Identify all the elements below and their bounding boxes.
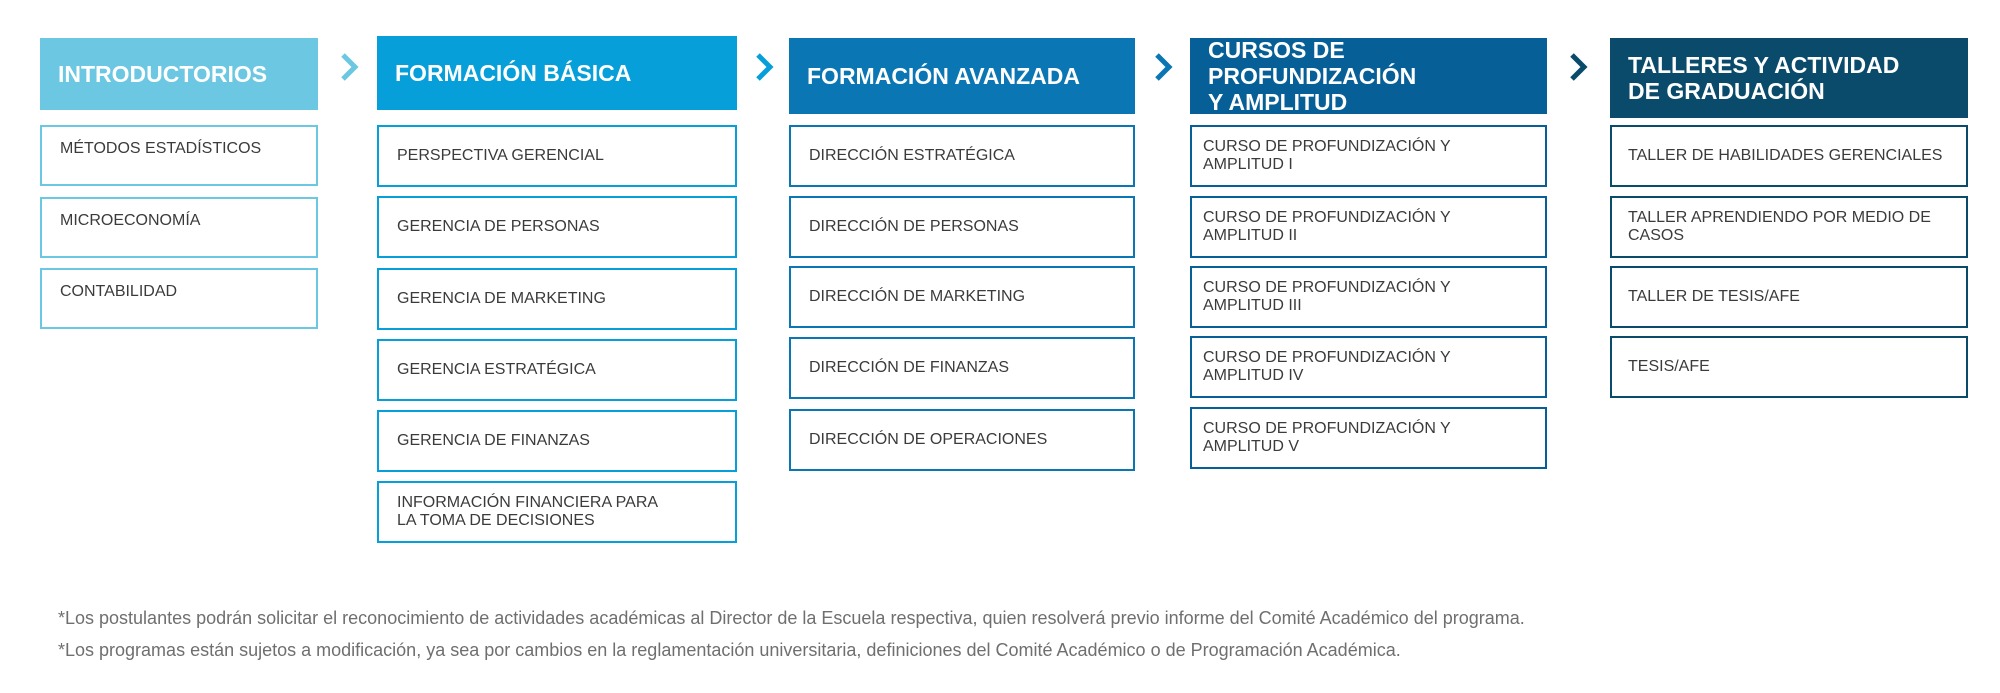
course-box bbox=[377, 125, 737, 187]
course-label: DIRECCIÓN DE MARKETING bbox=[809, 288, 1026, 305]
arrow-right-icon bbox=[1566, 52, 1592, 82]
course-label: CURSO DE PROFUNDIZACIÓN Y AMPLITUD V bbox=[1203, 420, 1451, 455]
column-title: FORMACIÓN AVANZADA bbox=[807, 63, 1080, 89]
course-label: GERENCIA ESTRATÉGICA bbox=[397, 361, 596, 378]
course-label: TALLER DE TESIS/AFE bbox=[1628, 288, 1800, 305]
arrow-right-icon bbox=[752, 52, 778, 82]
course-label: CURSO DE PROFUNDIZACIÓN Y AMPLITUD I bbox=[1203, 138, 1451, 173]
arrow-right-icon bbox=[337, 52, 363, 82]
course-box bbox=[1190, 336, 1547, 398]
course-label: GERENCIA DE FINANZAS bbox=[397, 432, 590, 449]
course-box bbox=[1610, 336, 1968, 398]
course-label: DIRECCIÓN DE FINANZAS bbox=[809, 359, 1010, 376]
course-label: DIRECCIÓN DE OPERACIONES bbox=[809, 431, 1048, 448]
course-label: TALLER DE HABILIDADES GERENCIALES bbox=[1628, 147, 1943, 164]
column-header-talleres bbox=[1610, 38, 1968, 118]
course-box bbox=[377, 196, 737, 258]
course-box bbox=[1190, 407, 1547, 469]
column-header-formacion-avanzada bbox=[789, 38, 1135, 114]
course-box bbox=[1190, 196, 1547, 258]
course-label: DIRECCIÓN ESTRATÉGICA bbox=[809, 147, 1015, 164]
course-label: PERSPECTIVA GERENCIAL bbox=[397, 147, 604, 164]
column-title: FORMACIÓN BÁSICA bbox=[395, 60, 632, 86]
course-box bbox=[377, 268, 737, 330]
course-box bbox=[40, 197, 318, 258]
course-box bbox=[1610, 196, 1968, 258]
column-title: CURSOS DE PROFUNDIZACIÓN Y AMPLITUD bbox=[1208, 37, 1417, 115]
course-box bbox=[789, 337, 1135, 399]
footnote: *Los programas están sujetos a modificación, ya sea por cambios en la reglamentación universitaria, definiciones del Comité Académico o de Programación Académica. bbox=[58, 640, 1401, 660]
course-box bbox=[789, 125, 1135, 187]
course-box bbox=[377, 481, 737, 543]
course-box bbox=[1190, 125, 1547, 187]
course-label: CURSO DE PROFUNDIZACIÓN Y AMPLITUD IV bbox=[1203, 349, 1451, 384]
course-label: MICROECONOMÍA bbox=[60, 212, 201, 229]
course-box bbox=[789, 266, 1135, 328]
course-label: CURSO DE PROFUNDIZACIÓN Y AMPLITUD III bbox=[1203, 279, 1451, 314]
column-title: INTRODUCTORIOS bbox=[58, 61, 268, 87]
course-box bbox=[40, 268, 318, 329]
column-header-formacion-basica bbox=[377, 36, 737, 110]
footnote: *Los postulantes podrán solicitar el reconocimiento de actividades académicas al Director de la Escuela respectiva, quien resolverá previo informe del Comité Académico del programa. bbox=[58, 608, 1525, 628]
arrow-right-icon bbox=[1151, 52, 1177, 82]
column-title: TALLERES Y ACTIVIDAD DE GRADUACIÓN bbox=[1628, 52, 1900, 104]
column-header-introductorios bbox=[40, 38, 318, 110]
course-label: DIRECCIÓN DE PERSONAS bbox=[809, 218, 1019, 235]
course-label: TALLER APRENDIENDO POR MEDIO DE CASOS bbox=[1628, 209, 1931, 244]
course-label: TESIS/AFE bbox=[1628, 358, 1710, 375]
course-box bbox=[1610, 266, 1968, 328]
course-box bbox=[40, 125, 318, 186]
course-box bbox=[789, 409, 1135, 471]
course-box bbox=[1610, 125, 1968, 187]
course-box bbox=[1190, 266, 1547, 328]
course-box bbox=[789, 196, 1135, 258]
course-label: MÉTODOS ESTADÍSTICOS bbox=[60, 140, 262, 157]
course-box bbox=[377, 339, 737, 401]
course-box bbox=[377, 410, 737, 472]
course-label: GERENCIA DE MARKETING bbox=[397, 290, 606, 307]
column-header-cursos-profundizacion bbox=[1190, 38, 1547, 114]
course-label: CONTABILIDAD bbox=[60, 283, 178, 300]
course-label: INFORMACIÓN FINANCIERA PARA LA TOMA DE DECISIONES bbox=[397, 494, 659, 529]
course-label: GERENCIA DE PERSONAS bbox=[397, 218, 600, 235]
course-label: CURSO DE PROFUNDIZACIÓN Y AMPLITUD II bbox=[1203, 209, 1451, 244]
